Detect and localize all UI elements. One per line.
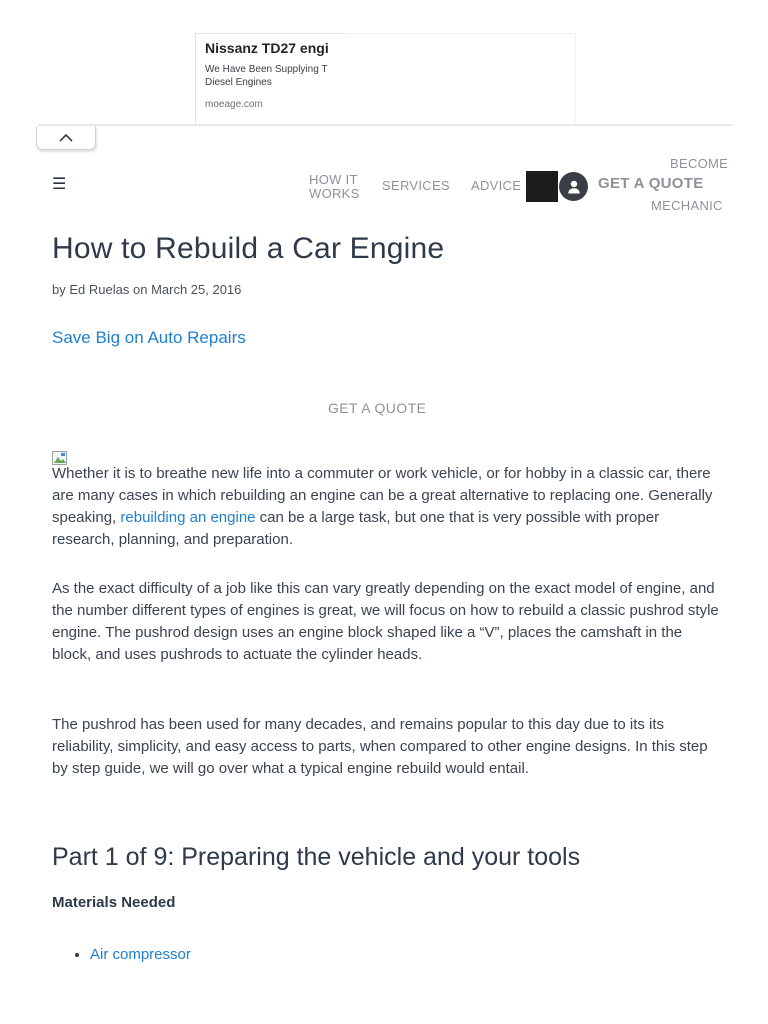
difficulty-paragraph: As the exact difficulty of a job like this can vary greatly depending on the exact model of engine, and the number different types of engines is great, we will focus on how to rebuild a classic pushrod style engine. The pushrod design uses an engine block shaped like a “V”, places the camshaft in the block, and uses pushrods to actuate the cylinder heads. bbox=[52, 580, 719, 663]
materials-list bbox=[52, 944, 191, 966]
publish-date: March 25, 2016 bbox=[151, 282, 242, 297]
list-item bbox=[90, 944, 191, 966]
ad-description: We Have Been Supplying T Diesel Engines bbox=[205, 64, 328, 88]
nav-services[interactable]: SERVICES bbox=[382, 178, 450, 193]
rebuilding-an-engine-link[interactable]: rebuilding an engine bbox=[120, 509, 256, 526]
hamburger-menu-icon[interactable]: ☰ bbox=[52, 176, 67, 193]
p1-text-start: Whether it is to breathe new life into a commuter or work vehicle, or for hobby in a classic car, there are many cases in which rebuilding an engine can be a great alternative to replacing one. Generally speaking, bbox=[52, 465, 713, 526]
chevron-up-icon bbox=[59, 133, 73, 142]
ad-card[interactable] bbox=[195, 33, 346, 125]
nav-become-mechanic-top[interactable]: BECOME bbox=[670, 156, 729, 171]
user-icon bbox=[566, 179, 582, 195]
intro-paragraph bbox=[52, 463, 722, 551]
materials-heading: Materials Needed bbox=[52, 894, 176, 911]
byline-prefix: by bbox=[52, 282, 66, 297]
byline bbox=[52, 282, 241, 297]
ad-collapse-button[interactable] bbox=[36, 126, 96, 150]
ad-title[interactable]: Nissanz TD27 engi bbox=[205, 40, 329, 56]
nav-black-button[interactable] bbox=[526, 171, 558, 202]
article-title: How to Rebuild a Car Engine bbox=[52, 232, 445, 265]
save-big-link[interactable]: Save Big on Auto Repairs bbox=[52, 328, 246, 347]
nav-get-a-quote[interactable]: GET A QUOTE bbox=[598, 175, 704, 192]
get-a-quote-button[interactable]: GET A QUOTE bbox=[328, 400, 427, 416]
material-link-air-compressor[interactable]: Air compressor bbox=[90, 946, 191, 963]
section-heading: Part 1 of 9: Preparing the vehicle and your tools bbox=[52, 843, 581, 871]
ad-divider bbox=[38, 124, 733, 126]
author-name: Ed Ruelas bbox=[69, 282, 130, 297]
nav-advice[interactable]: ADVICE bbox=[471, 178, 522, 193]
p1-text-end: can be a large task, but one that is very possible with proper research, planning, and preparation. bbox=[52, 509, 660, 548]
user-account-button[interactable] bbox=[559, 172, 588, 201]
nav-how-it-works[interactable]: HOW IT WORKS bbox=[309, 172, 360, 201]
byline-on: on bbox=[132, 282, 148, 297]
pushrod-paragraph: The pushrod has been used for many decades, and remains popular to this day due to its its reliability, simplicity, and easy access to parts, when compared to other engine designs. In this step by step guide, we will go over what a typical engine rebuild would entail. bbox=[52, 716, 708, 777]
ad-domain[interactable]: moeage.com bbox=[205, 99, 263, 110]
ad-blank-area bbox=[345, 33, 576, 125]
nav-become-mechanic-bottom[interactable]: MECHANIC bbox=[651, 198, 723, 213]
